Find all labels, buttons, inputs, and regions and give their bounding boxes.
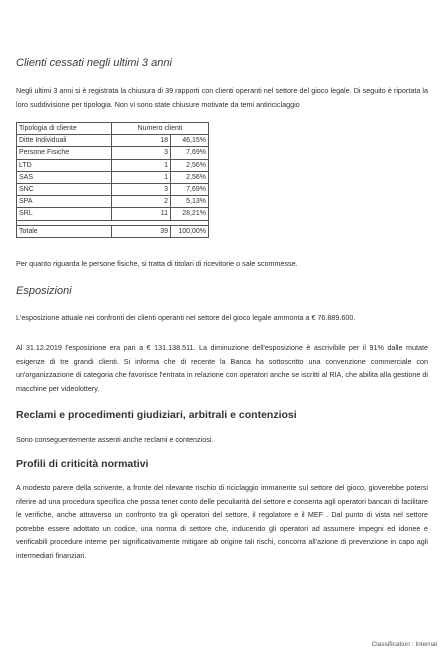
section-title-exposures: Esposizioni (16, 285, 72, 297)
table-row (17, 147, 209, 159)
section-title-clients-ceased: Clienti cessati negli ultimi 3 anni (16, 57, 172, 69)
table-cell-type: Persone Fisiche (17, 147, 112, 159)
table-cell-count: 18 (112, 135, 171, 147)
table-cell-type: Ditte Individuali (17, 135, 112, 147)
table-total-label: Totale (17, 225, 112, 237)
table-row (17, 183, 209, 195)
table-cell-count: 3 (112, 147, 171, 159)
table-cell-type: SPA (17, 196, 112, 208)
table-cell-type: SNC (17, 183, 112, 195)
table-row (17, 208, 209, 220)
table-cell-count: 3 (112, 183, 171, 195)
table-cell-type: LTD (17, 159, 112, 171)
section-title-claims: Reclami e procedimenti giudiziari, arbitrali e contenziosi (16, 409, 297, 421)
table-header-count: Numero clienti (112, 123, 209, 135)
section-title-critical: Profili di criticità normativi (16, 458, 149, 470)
claims-paragraph: Sono conseguentemente assenti anche reclami e contenziosi. (16, 435, 214, 444)
clients-ceased-note: Per quanto riguarda le persone fisiche, si tratta di titolari di ricevitorie o sale scommesse. (16, 259, 298, 268)
table-cell-pct: 5,13% (171, 196, 209, 208)
table-header-row (17, 123, 209, 135)
table-cell-pct: 46,15% (171, 135, 209, 147)
table-cell-pct: 2,56% (171, 171, 209, 183)
table-header-type: Tipologia di cliente (17, 123, 112, 135)
table-cell-count: 1 (112, 159, 171, 171)
table-cell-pct: 28,21% (171, 208, 209, 220)
table-cell-count: 11 (112, 208, 171, 220)
table-cell-count: 2 (112, 196, 171, 208)
table-total-pct: 100,00% (171, 225, 209, 237)
table-cell-count: 1 (112, 171, 171, 183)
table-cell-pct: 2,56% (171, 159, 209, 171)
classification-footer: Classification : Internal (371, 641, 437, 648)
table-cell-pct: 7,69% (171, 183, 209, 195)
table-row (17, 196, 209, 208)
exposures-paragraph-1: L'esposizione attuale nei confronti dei clienti operanti nel settore del gioco legale ammonta a € 76.889.600. (16, 313, 356, 322)
table-total-row (17, 225, 209, 237)
table-row (17, 159, 209, 171)
table-cell-type: SRL (17, 208, 112, 220)
table-cell-type: SAS (17, 171, 112, 183)
critical-paragraph: A modesto parere della scrivente, a fronte del rilevante rischio di riciclaggio immanente sul settore del gioco, gioverebbe potersi riferire ad una procedura specifica che possa tener conto delle peculiarità del settore e consenta agli operatori bancari di facilitare le verifiche, anche attraverso un confronto tra gli operatori del settore, il regolatore e il MEF . Dal punto di vista nel settore potrebbe essere adottato un codice, una norma di settore che, inducendo gli operatori ad assumere impegni ed idonee e verificabili procedure interne per significativamente mitigare ab origine tali rischi, concorra all'azione di prevenzione in capo agli intermediari finanziari. (16, 483, 428, 560)
table-row (17, 135, 209, 147)
clients-ceased-intro: Negli ultimi 3 anni si è registrata la chiusura di 39 rapporti con clienti operanti nel settore del gioco legale. Di seguito è riportata la loro suddivisione per tipologia. Non vi sono state chiusure motivate da temi antiriciclaggio (16, 86, 428, 109)
table-cell-pct: 7,69% (171, 147, 209, 159)
table-row (17, 171, 209, 183)
clients-table (16, 122, 209, 238)
exposures-paragraph-2: Al 31.12.2019 l'esposizione era pari a € 131.138.511. La diminuzione dell'esposizione è ascrivibile per il 91% dalle mutate esigenze di tre grandi clienti. Si informa che di recente la Banca ha sottoscritto una convenzione commerciale con un'organizzazione di categoria che favorisce l'entrata in relazione con operatori anche se iscritti al RIA, che abilita alla gestione di macchine per videolottery. (16, 343, 428, 393)
table-total-count: 39 (112, 225, 171, 237)
